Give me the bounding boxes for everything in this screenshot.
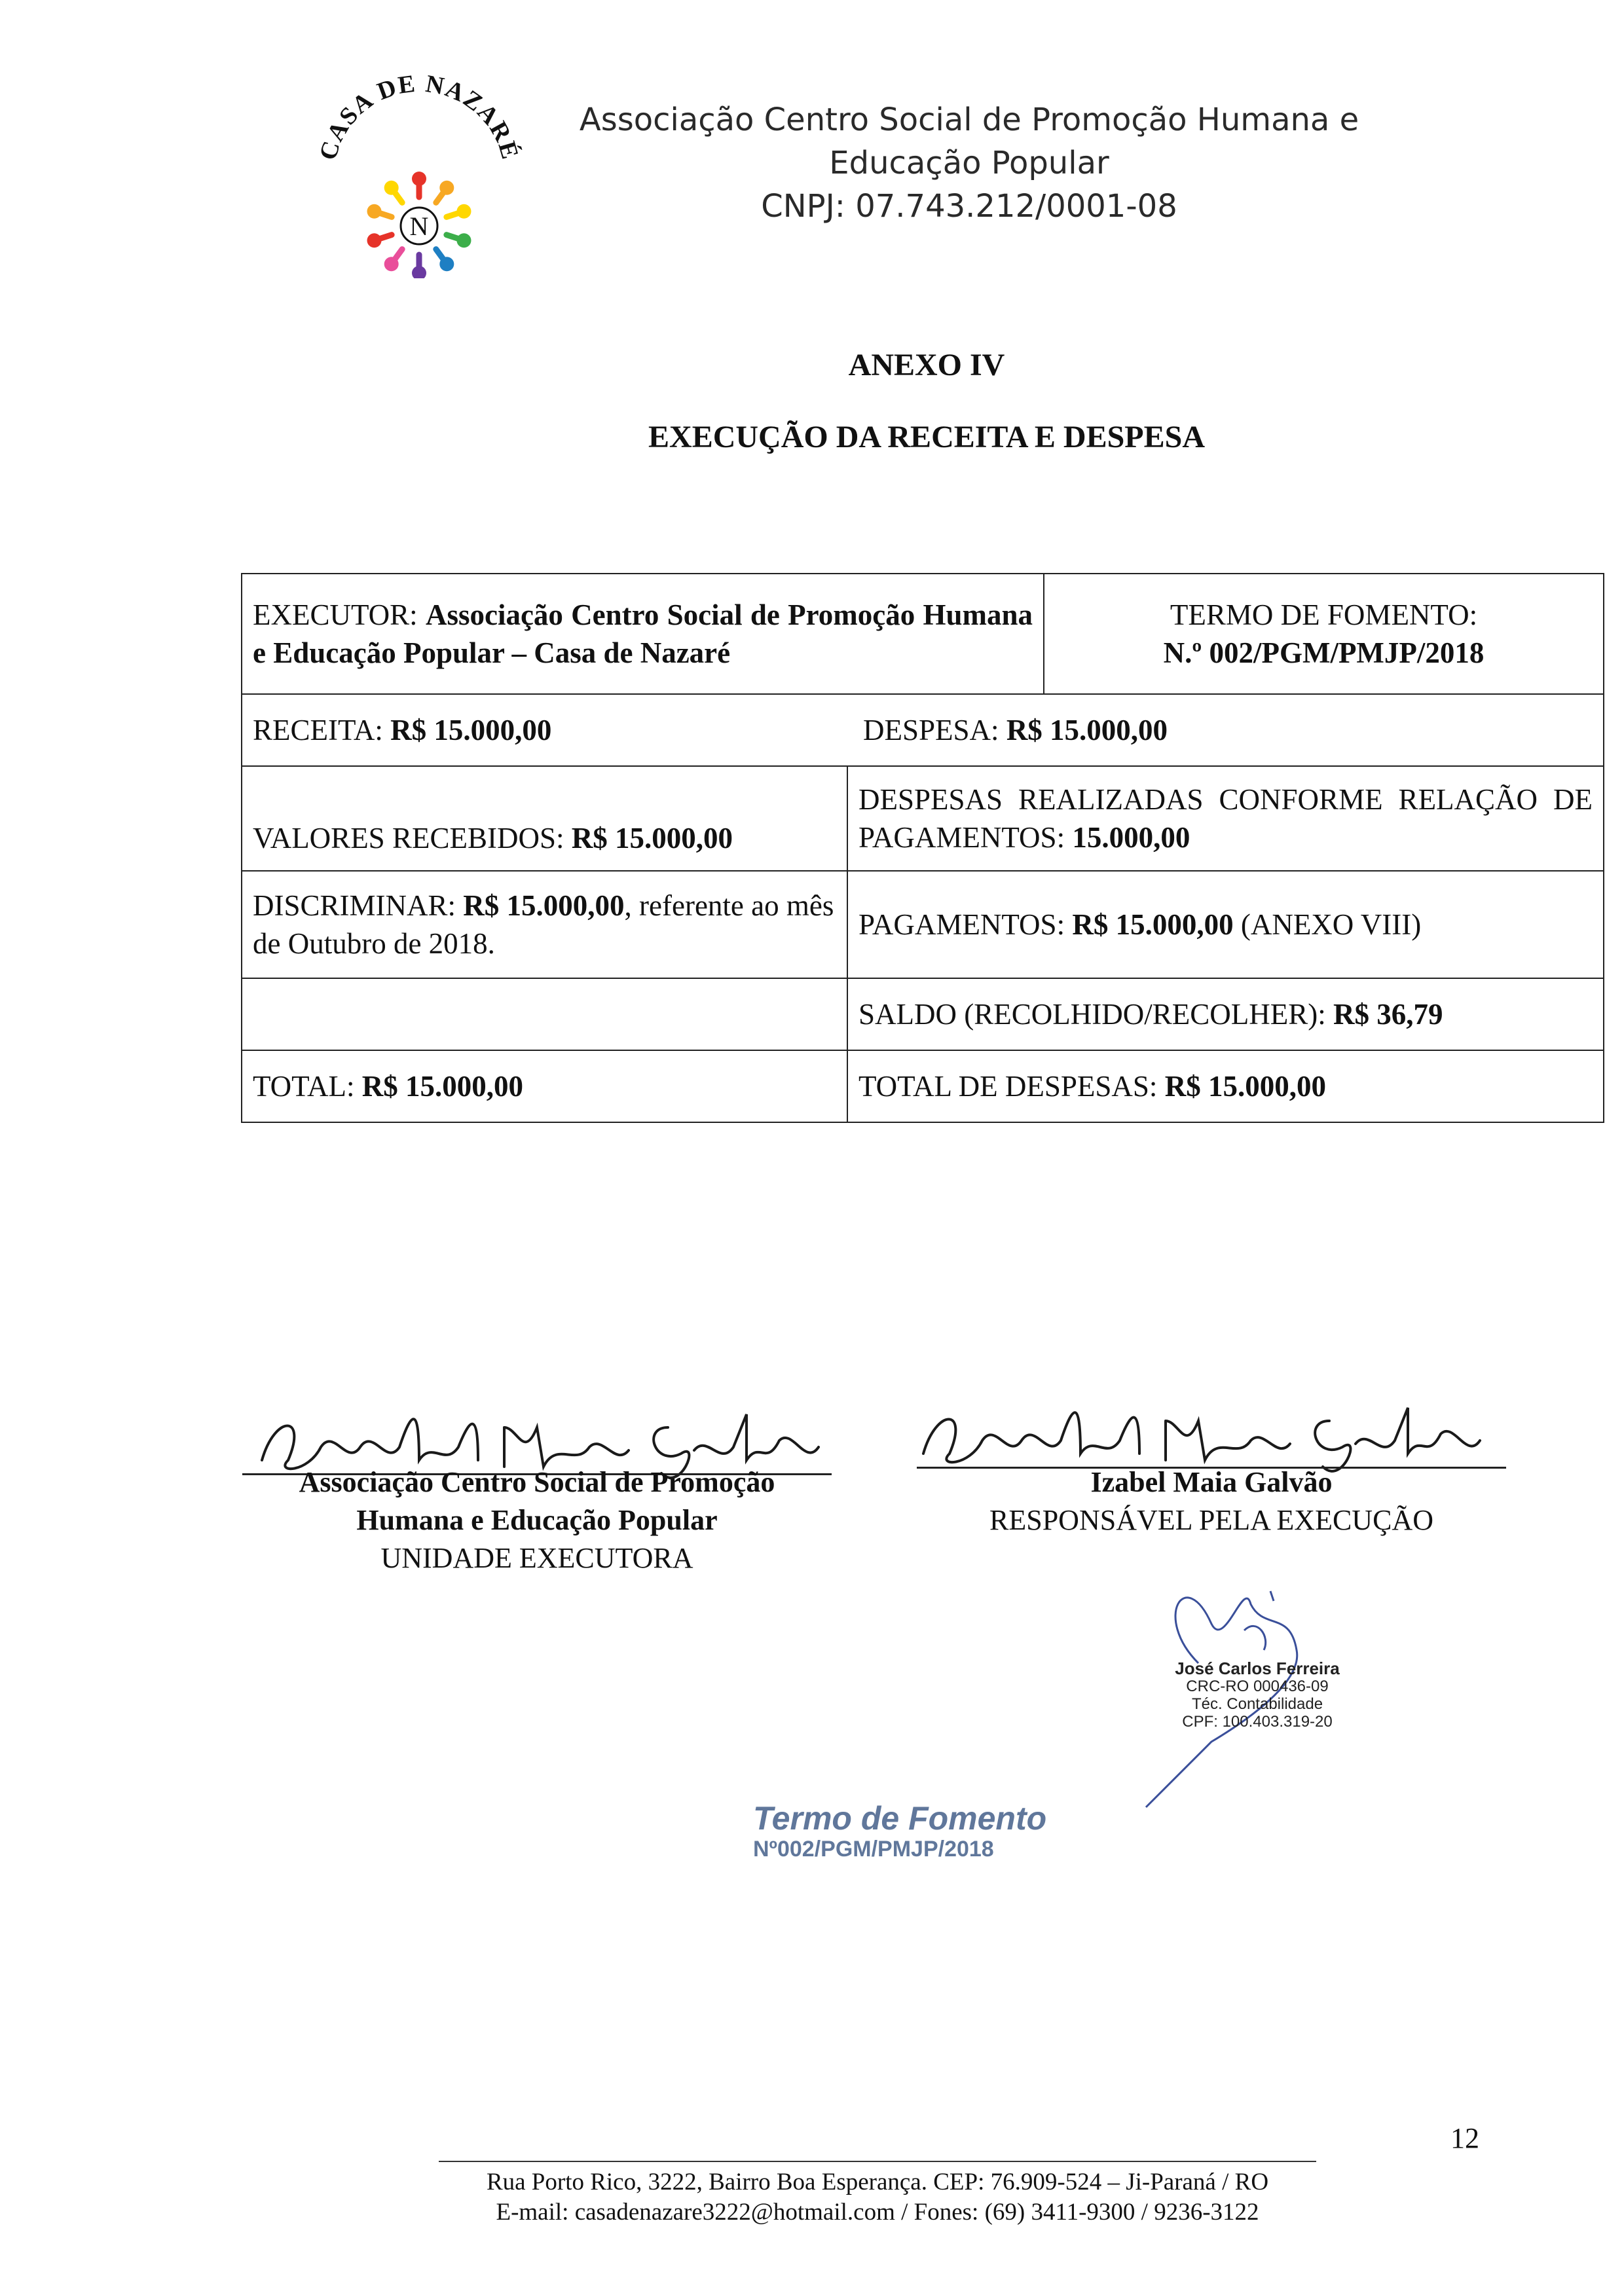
signature-right-role: RESPONSÁVEL PELA EXECUÇÃO bbox=[989, 1504, 1433, 1536]
casa-de-nazare-logo bbox=[308, 62, 530, 278]
annex-subtitle: EXECUÇÃO DA RECEITA E DESPESA bbox=[648, 420, 1205, 454]
revenue-expense-table bbox=[241, 573, 1604, 1123]
svg-text:CASA DE NAZARÉ bbox=[314, 70, 525, 164]
despesa-cell bbox=[849, 711, 1168, 749]
logo-arc-text: CASA DE NAZARÉ bbox=[314, 69, 525, 164]
org-name-line1: Associação Centro Social de Promoção Humana e bbox=[579, 101, 1359, 138]
receita-value: R$ 15.000,00 bbox=[390, 714, 552, 746]
valores-recebidos-label: VALORES RECEBIDOS: bbox=[253, 822, 564, 854]
total-value: R$ 15.000,00 bbox=[361, 1070, 524, 1103]
org-cnpj: CNPJ: 07.743.212/0001-08 bbox=[761, 188, 1177, 225]
termo-cell bbox=[1044, 574, 1604, 694]
receita-label: RECEITA: bbox=[253, 714, 383, 746]
executor-cell bbox=[242, 574, 1044, 694]
valores-recebidos-cell bbox=[242, 766, 847, 871]
discriminar-description: , referente ao mês de Outubro de 2018. bbox=[253, 889, 834, 960]
page-number: 12 bbox=[1450, 2122, 1479, 2154]
despesas-realizadas-label: DESPESAS REALIZADAS CONFORME RELAÇÃO DE PAGAMENTOS: bbox=[858, 783, 1593, 854]
executor-label: EXECUTOR: bbox=[253, 598, 418, 631]
signature-right-name: Izabel Maia Galvão bbox=[1090, 1466, 1333, 1498]
total-cell bbox=[242, 1050, 847, 1122]
saldo-value: R$ 36,79 bbox=[1333, 998, 1443, 1031]
saldo-label: SALDO (RECOLHIDO/RECOLHER): bbox=[858, 998, 1326, 1031]
signature-left-line2: Humana e Educação Popular bbox=[356, 1504, 718, 1536]
org-name-line2: Educação Popular bbox=[829, 145, 1109, 181]
termo-fomento-stamp bbox=[753, 1801, 1054, 1862]
stamp-line2: Nº002/PGM/PMJP/2018 bbox=[753, 1837, 994, 1862]
stamp-line1: Termo de Fomento bbox=[753, 1800, 1047, 1837]
handwritten-signature-right bbox=[910, 1382, 1500, 1473]
despesas-realizadas-value: 15.000,00 bbox=[1072, 821, 1190, 854]
accountant-crc: CRC-RO 000436-09 bbox=[1186, 1678, 1329, 1695]
despesa-label: DESPESA: bbox=[863, 714, 999, 746]
pagamentos-cell bbox=[847, 871, 1604, 978]
despesas-realizadas-cell bbox=[847, 766, 1604, 871]
organization-header bbox=[563, 98, 1375, 228]
table-row bbox=[242, 694, 1604, 766]
pagamentos-value: R$ 15.000,00 bbox=[1072, 908, 1234, 941]
footer bbox=[308, 2167, 1447, 2228]
footer-address: Rua Porto Rico, 3222, Bairro Boa Esperança. CEP: 76.909-524 – Ji-Paraná / RO bbox=[486, 2169, 1269, 2195]
accountant-name: José Carlos Ferreira bbox=[1175, 1659, 1340, 1678]
signature-block-left bbox=[242, 1463, 832, 1577]
table-row bbox=[242, 871, 1604, 978]
saldo-cell bbox=[847, 978, 1604, 1050]
logo-center-letter: N bbox=[409, 211, 429, 241]
accountant-cpf: CPF: 100.403.319-20 bbox=[1182, 1713, 1333, 1731]
footer-contact: E-mail: casadenazare3222@hotmail.com / Fones: (69) 3411-9300 / 9236-3122 bbox=[496, 2199, 1259, 2226]
empty-cell bbox=[242, 978, 847, 1050]
accountant-stamp bbox=[1143, 1660, 1372, 1731]
receita-cell bbox=[242, 711, 849, 749]
total-despesas-value: R$ 15.000,00 bbox=[1164, 1070, 1326, 1103]
discriminar-value: R$ 15.000,00 bbox=[463, 889, 625, 922]
total-label: TOTAL: bbox=[253, 1070, 355, 1103]
executor-value: Associação Centro Social de Promoção Humana e Educação Popular – Casa de Nazaré bbox=[253, 598, 1033, 669]
despesa-value: R$ 15.000,00 bbox=[1006, 714, 1168, 746]
discriminar-cell bbox=[242, 871, 847, 978]
discriminar-label: DISCRIMINAR: bbox=[253, 889, 456, 922]
table-row bbox=[242, 574, 1604, 694]
total-despesas-label: TOTAL DE DESPESAS: bbox=[858, 1070, 1158, 1103]
footer-divider bbox=[439, 2161, 1316, 2162]
valores-recebidos-value: R$ 15.000,00 bbox=[571, 822, 733, 854]
table-row bbox=[242, 1050, 1604, 1122]
pagamentos-label: PAGAMENTOS: bbox=[858, 908, 1065, 941]
signature-left-line3: UNIDADE EXECUTORA bbox=[380, 1542, 693, 1574]
table-row bbox=[242, 766, 1604, 871]
signature-left-line1: Associação Centro Social de Promoção bbox=[299, 1466, 775, 1498]
termo-label: TERMO DE FOMENTO: bbox=[1170, 598, 1478, 631]
table-row bbox=[242, 978, 1604, 1050]
annex-title: ANEXO IV bbox=[848, 348, 1005, 382]
total-despesas-cell bbox=[847, 1050, 1604, 1122]
pagamentos-note: (ANEXO VIII) bbox=[1240, 908, 1422, 941]
signature-block-right bbox=[884, 1463, 1539, 1539]
termo-value: N.º 002/PGM/PMJP/2018 bbox=[1163, 636, 1485, 669]
accountant-title: Téc. Contabilidade bbox=[1191, 1695, 1323, 1713]
